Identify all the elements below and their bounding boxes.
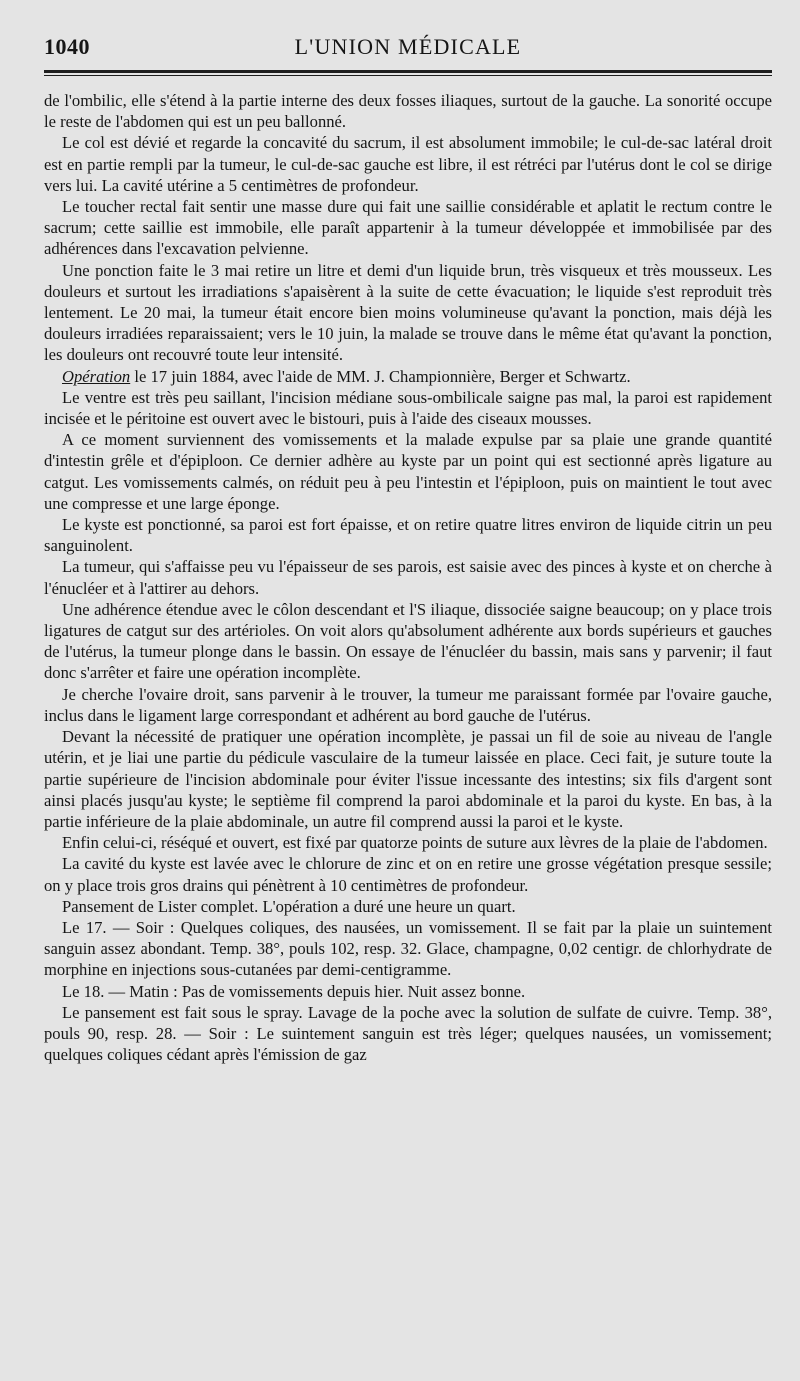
paragraph: La tumeur, qui s'affaisse peu vu l'épaisseur de ses parois, est saisie avec des pinces à kyste et on cherche à l'énucléer et à l'attirer au dehors. [44, 557, 772, 598]
operation-label: Opération [62, 366, 131, 386]
paragraph: Une adhérence étendue avec le côlon descendant et l'S iliaque, dissociée saigne beaucoup; on y place trois ligatures de catgut sur des artérioles. On voit alors qu'absolument adhérente aux bords supérieurs et gauches de l'utérus, la tumeur plonge dans le bassin. On essaye de l'énucléer du bassin, mais sans y parvenir; il faut donc s'arrêter et faire une opération incomplète. [44, 599, 772, 683]
paragraph: A ce moment surviennent des vomissements et la malade expulse par sa plaie une grande quantité d'intestin grêle et d'épiploon. Ce dernier adhère au kyste par un point qui est sectionné après ligature au catgut. Les vomissements calmés, on réduit peu à peu l'intestin et l'épiploon, puis on maintient le tout avec une compresse et une large éponge. [44, 430, 772, 513]
paragraph: Enfin celui-ci, réséqué et ouvert, est fixé par quatorze points de suture aux lèvres de la plaie de l'abdomen. [62, 833, 768, 853]
article-body [44, 90, 772, 1065]
page-number: 1040 [44, 34, 90, 59]
paragraph: de l'ombilic, elle s'étend à la partie interne des deux fosses iliaques, surtout de la gauche. La sonorité occupe le reste de l'abdomen qui est un peu ballonné. [44, 91, 772, 132]
header-rule-thick [44, 70, 772, 73]
paragraph: Le toucher rectal fait sentir une masse dure qui fait une saillie considérable et aplatit le rectum contre le sacrum; cette saillie est immobile, elle paraît appartenir à la tumeur développée et immobilisée par des adhérences dans l'excavation pelvienne. [44, 197, 772, 259]
header-rule-thin [44, 75, 772, 76]
paragraph: Pansement de Lister complet. L'opération a duré une heure un quart. [62, 896, 516, 916]
paragraph: Le 17. — Soir : Quelques coliques, des nausées, un vomissement. Il se fait par la plaie un suintement sanguin assez abondant. Temp. 38°, pouls 102, resp. 32. Glace, champagne, 0,02 centigr. de chlorhydrate de morphine en injections sous-cutanées par demi-centigramme. [44, 917, 772, 980]
paragraph: Le 18. — Matin : Pas de vomissements depuis hier. Nuit assez bonne. [62, 981, 526, 1001]
paragraph: La cavité du kyste est lavée avec le chlorure de zinc et on en retire une grosse végétation presque sessile; on y place trois gros drains qui pénètrent à 10 centimètres de profondeur. [44, 854, 772, 895]
page-header [44, 34, 772, 68]
paragraph: Devant la nécessité de pratiquer une opération incomplète, je passai un fil de soie au niveau de l'angle utérin, et je liai une partie du pédicule vasculaire de la tumeur laissée en place. Ceci fait, je suture toute la partie supérieure de l'incision abdominale pour éviter l'issue incessante des intestins; six fils d'argent sont ainsi placés jusqu'au kyste; le septième fil comprend la paroi abdominale et la paroi du kyste. En bas, à la partie inférieure de la plaie abdominale, un autre fil comprend aussi la paroi et le kyste. [44, 727, 772, 831]
paragraph: Le kyste est ponctionné, sa paroi est fort épaisse, et on retire quatre litres environ de liquide citrin un peu sanguinolent. [44, 515, 772, 556]
paragraph: Une ponction faite le 3 mai retire un litre et demi d'un liquide brun, très visqueux et très mousseux. Les douleurs et surtout les irradiations s'apaisèrent à la suite de cette évacuation; le liquide s'est reproduit très lentement. Le 20 mai, la tumeur était encore bien moins volumineuse qu'avant la ponction, mais déjà les douleurs irradiées reparaissaient; vers le 10 juin, la malade se trouve dans le même état qu'avant la ponction, les douleurs ont recouvré toute leur intensité. [44, 260, 772, 365]
operation-paragraph [44, 366, 772, 387]
running-title: L'UNION MÉDICALE [294, 34, 522, 59]
operation-text: le 17 juin 1884, avec l'aide de MM. J. Championnière, Berger et Schwartz. [134, 366, 631, 386]
paragraph: Le ventre est très peu saillant, l'incision médiane sous-ombilicale saigne pas mal, la paroi est rapidement incisée et le péritoine est ouvert avec le bistouri, puis à l'aide des ciseaux mousses. [44, 387, 772, 429]
paragraph: Le col est dévié et regarde la concavité du sacrum, il est absolument immobile; le cul-de-sac latéral droit est en partie rempli par la tumeur, le cul-de-sac gauche est libre, il est rétréci par l'utérus dont le col se dirige vers lui. La cavité utérine a 5 centimètres de profondeur. [44, 133, 772, 195]
paragraph: Je cherche l'ovaire droit, sans parvenir à le trouver, la tumeur me paraissant formée par l'ovaire gauche, inclus dans le ligament large correspondant et adhérent au bord gauche de l'utérus. [44, 684, 772, 725]
paragraph: Le pansement est fait sous le spray. Lavage de la poche avec la solution de sulfate de cuivre. Temp. 38°, pouls 90, resp. 28. — Soir : Le suintement sanguin est très léger; quelques nausées, un vomissement; quelques coliques cédant après l'émission de gaz [44, 1002, 772, 1065]
